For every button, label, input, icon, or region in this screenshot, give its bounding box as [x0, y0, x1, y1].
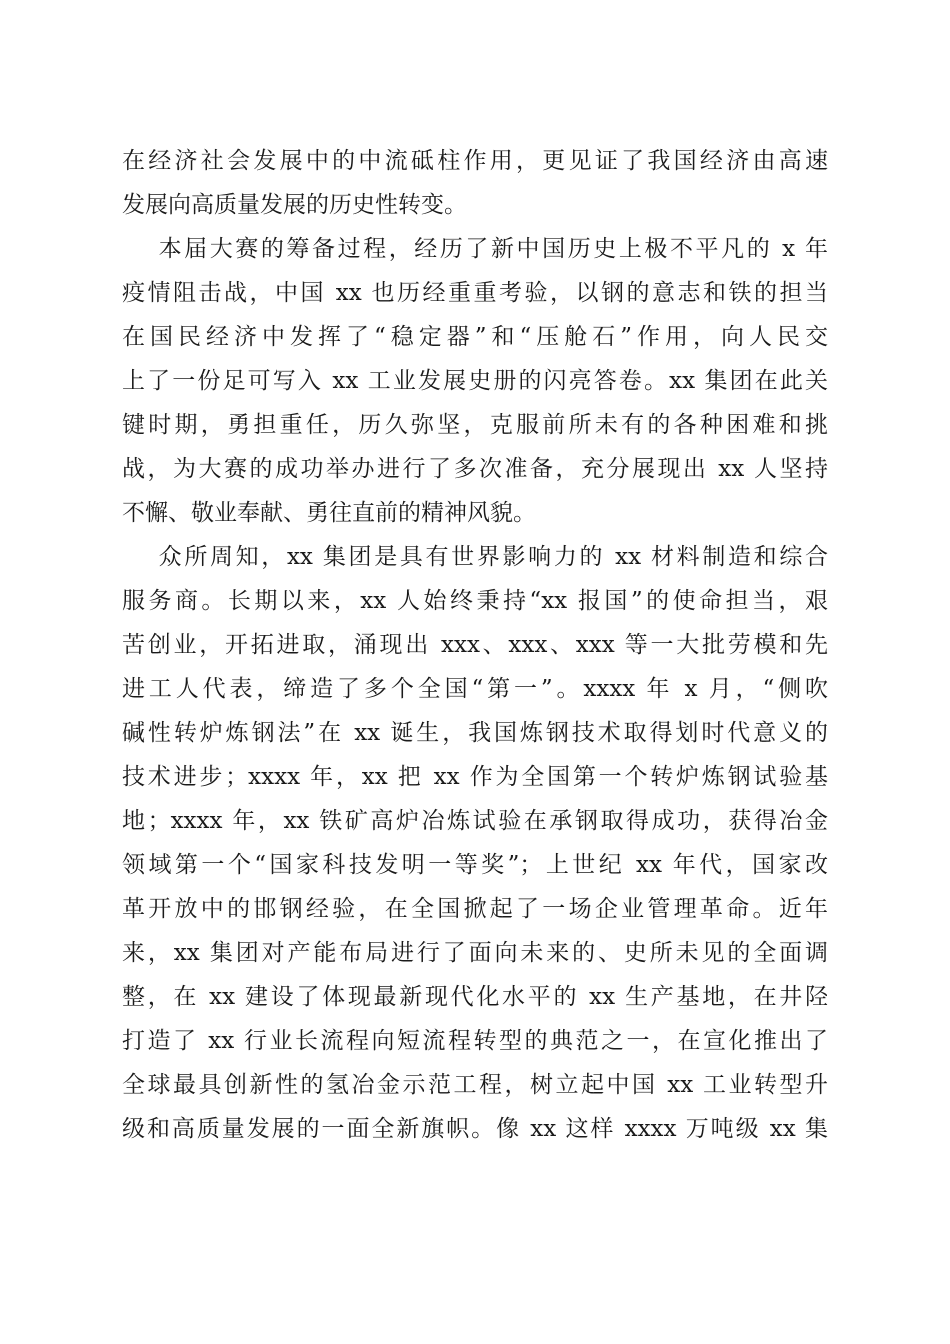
- paragraph-3-line-1: 众所周知，xx 集团是具有世界影响力的 xx 材料制造和综合: [156, 544, 828, 570]
- paragraph-2-line-4: 上了一份足可写入 xx 工业发展史册的闪亮答卷。xx 集团在此关: [122, 368, 828, 394]
- paragraph-3-line-4: 进工人代表，缔造了多个全国“第一”。xxxx 年 x 月，“侧吹: [122, 676, 828, 702]
- paragraph-2-line-5: 键时期，勇担重任，历久弥坚，克服前所未有的各种困难和挑: [122, 412, 828, 438]
- paragraph-3-line-6: 技术进步；xxxx 年，xx 把 xx 作为全国第一个转炉炼钢试验基: [122, 764, 828, 790]
- paragraph-3-line-12: 打造了 xx 行业长流程向短流程转型的典范之一，在宣化推出了: [122, 1028, 828, 1054]
- paragraph-3-line-7: 地；xxxx 年，xx 铁矿高炉冶炼试验在承钢取得成功，获得冶金: [122, 808, 828, 834]
- body-text: [122, 139, 828, 1151]
- paragraph-3-line-11: 整，在 xx 建设了体现最新现代化水平的 xx 生产基地，在井陉: [122, 984, 828, 1010]
- paragraph-2-line-7: 不懈、敬业奉献、勇往直前的精神风貌。: [122, 500, 536, 526]
- paragraph-2-line-3: 在国民经济中发挥了“稳定器”和“压舱石”作用，向人民交: [122, 324, 828, 350]
- paragraph-2-line-2: 疫情阻击战，中国 xx 也历经重重考验，以钢的意志和铁的担当: [122, 280, 828, 306]
- paragraph-3-line-14: 级和高质量发展的一面全新旗帜。像 xx 这样 xxxx 万吨级 xx 集: [122, 1116, 828, 1142]
- paragraph-2-line-1: 本届大赛的筹备过程，经历了新中国历史上极不平凡的 x 年: [156, 236, 828, 262]
- paragraph-3-line-3: 苦创业，开拓进取，涌现出 xxx、xxx、xxx 等一大批劳模和先: [122, 632, 828, 658]
- paragraph-3-line-8: 领域第一个“国家科技发明一等奖”；上世纪 xx 年代，国家改: [122, 852, 828, 878]
- paragraph-3-line-9: 革开放中的邯钢经验，在全国掀起了一场企业管理革命。近年: [122, 896, 828, 922]
- paragraph-3-line-13: 全球最具创新性的氢冶金示范工程，树立起中国 xx 工业转型升: [122, 1072, 828, 1098]
- paragraph-1-line-1: 在经济社会发展中的中流砥柱作用，更见证了我国经济由高速: [122, 148, 828, 174]
- paragraph-3-line-5: 碱性转炉炼钢法”在 xx 诞生，我国炼钢技术取得划时代意义的: [122, 720, 828, 746]
- paragraph-3-line-2: 服务商。长期以来，xx 人始终秉持“xx 报国”的使命担当，艰: [122, 588, 828, 614]
- paragraph-2-line-6: 战，为大赛的成功举办进行了多次准备，充分展现出 xx 人坚持: [122, 456, 828, 482]
- paragraph-3-line-10: 来，xx 集团对产能布局进行了面向未来的、史所未见的全面调: [122, 940, 828, 966]
- paragraph-1-line-2: 发展向高质量发展的历史性转变。: [122, 192, 467, 218]
